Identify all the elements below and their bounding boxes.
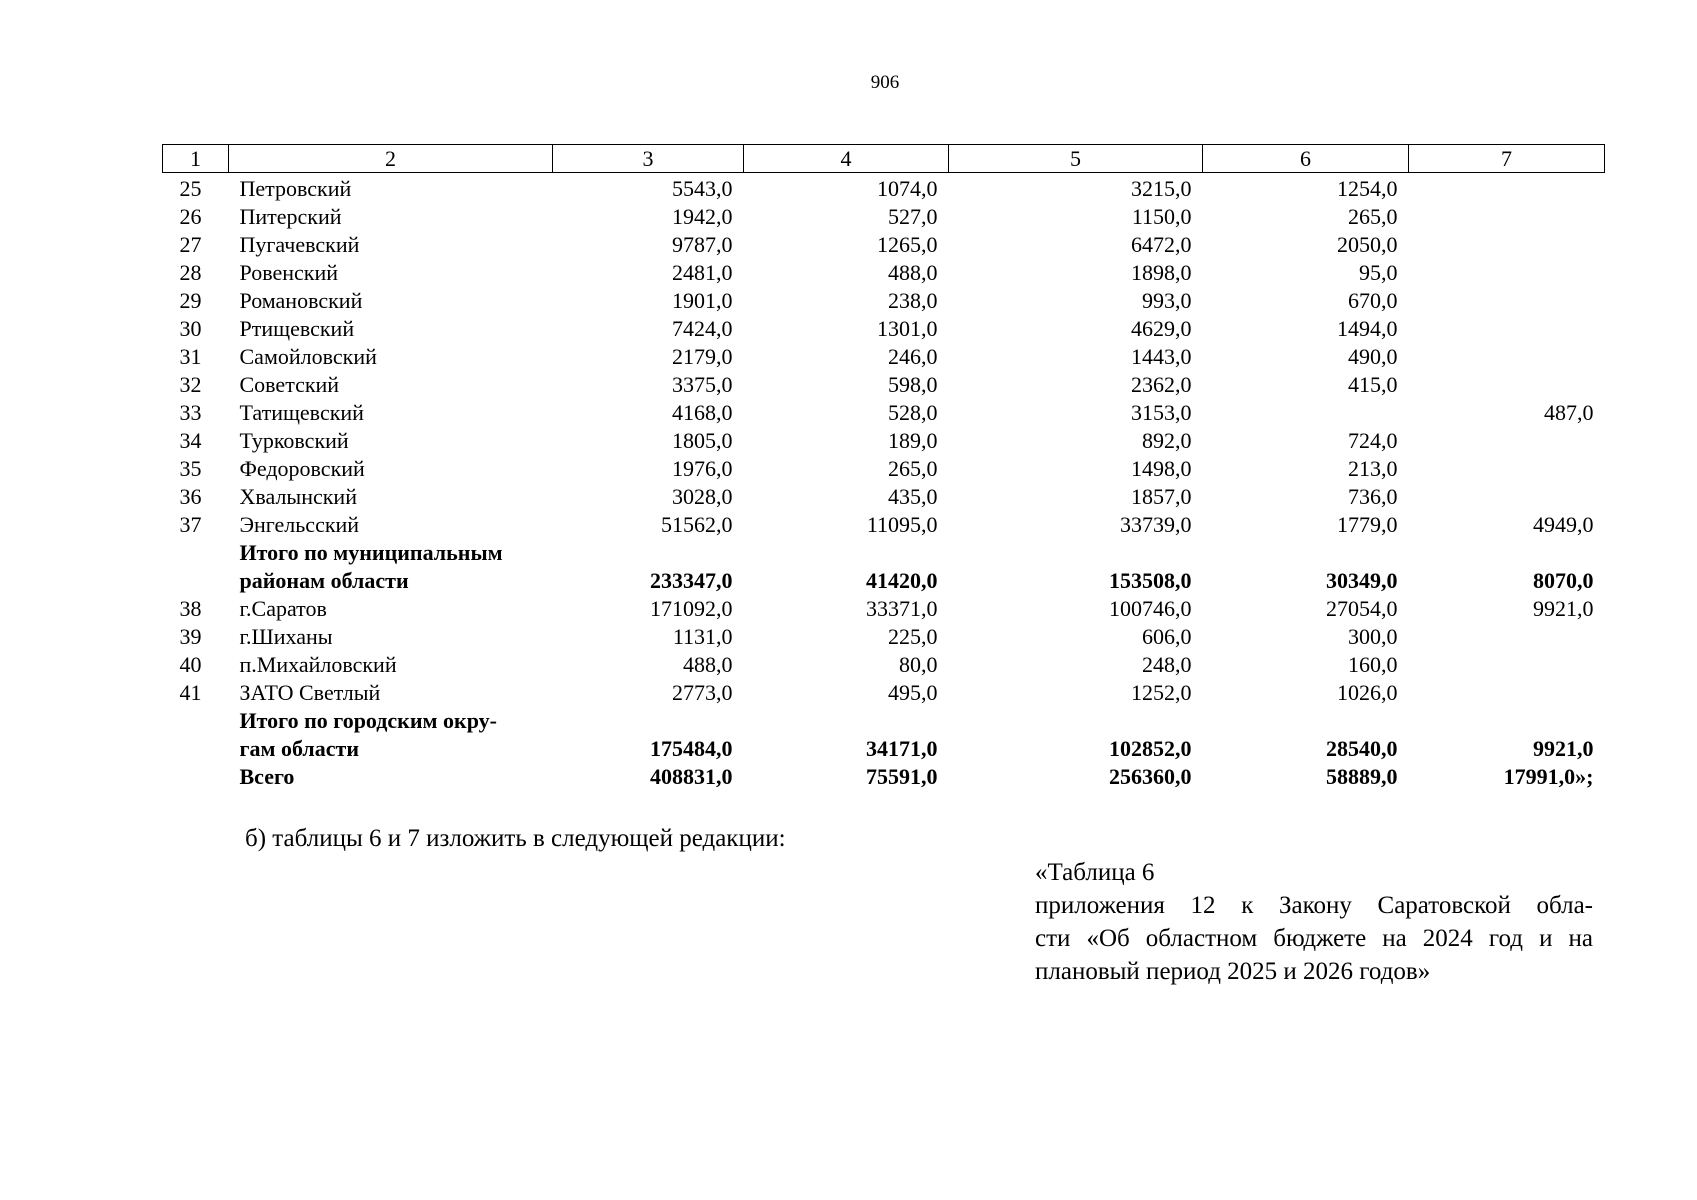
value-col-7: 9921,0 xyxy=(1533,736,1594,761)
column-header-4: 4 xyxy=(744,145,949,173)
district-name: Советский xyxy=(239,372,340,397)
value-col-5: 3215,0 xyxy=(1131,176,1192,201)
value-col-6: 213,0 xyxy=(1348,456,1398,481)
table-row xyxy=(163,455,1605,483)
table-body xyxy=(163,173,1605,792)
value-col-4: 238,0 xyxy=(888,288,938,313)
value-col-7 xyxy=(1409,203,1605,231)
value-col-7: 8070,0 xyxy=(1533,568,1594,593)
row-number: 41 xyxy=(179,680,202,705)
value-col-4: 495,0 xyxy=(888,680,938,705)
value-col-3: 488,0 xyxy=(683,652,733,677)
value-col-6: 490,0 xyxy=(1348,344,1398,369)
district-name: ЗАТО Светлый xyxy=(239,680,381,705)
value-col-3: 233347,0 xyxy=(650,568,733,593)
value-col-5: 248,0 xyxy=(1142,652,1192,677)
table-row xyxy=(163,511,1605,539)
value-col-3 xyxy=(553,707,744,735)
value-col-5: 33739,0 xyxy=(1120,512,1192,537)
total-label: Всего xyxy=(239,764,295,789)
district-name: Энгельсский xyxy=(239,512,360,537)
value-col-7: 487,0 xyxy=(1544,400,1594,425)
value-col-3: 1805,0 xyxy=(672,428,733,453)
row-number xyxy=(163,707,229,735)
value-col-7 xyxy=(1409,315,1605,343)
value-col-4: 265,0 xyxy=(888,456,938,481)
subtotal-label: Итого по городским окру- xyxy=(239,708,497,733)
value-col-5: 1857,0 xyxy=(1131,484,1192,509)
row-number: 28 xyxy=(179,260,202,285)
district-name: Ровенский xyxy=(239,260,338,285)
table-row xyxy=(163,399,1605,427)
value-col-7 xyxy=(1409,371,1605,399)
district-name: Ртищевский xyxy=(239,316,355,341)
value-col-6: 415,0 xyxy=(1348,372,1398,397)
value-col-4 xyxy=(744,707,949,735)
subtotal-label: гам области xyxy=(239,736,360,761)
column-header-1: 1 xyxy=(163,145,229,173)
value-col-5: 1898,0 xyxy=(1131,260,1192,285)
row-number: 30 xyxy=(179,316,202,341)
value-col-4: 598,0 xyxy=(888,372,938,397)
row-number: 31 xyxy=(179,344,202,369)
value-col-4: 33371,0 xyxy=(866,596,938,621)
value-col-5: 1498,0 xyxy=(1131,456,1192,481)
table-header xyxy=(163,145,1605,173)
value-col-5: 3153,0 xyxy=(1131,400,1192,425)
district-name: Пугачевский xyxy=(239,232,360,257)
value-col-5: 4629,0 xyxy=(1131,316,1192,341)
value-col-3: 2773,0 xyxy=(672,680,733,705)
column-header-7: 7 xyxy=(1409,145,1605,173)
value-col-3: 5543,0 xyxy=(672,176,733,201)
value-col-5: 892,0 xyxy=(1142,428,1192,453)
value-col-3: 4168,0 xyxy=(672,400,733,425)
subtotal-label: районам области xyxy=(239,568,409,593)
value-col-3: 1901,0 xyxy=(672,288,733,313)
table-row xyxy=(163,315,1605,343)
table-caption xyxy=(1035,856,1593,988)
value-col-6: 95,0 xyxy=(1359,260,1398,285)
district-name: г.Шиханы xyxy=(239,624,333,649)
row-number: 29 xyxy=(179,288,202,313)
value-col-3: 1976,0 xyxy=(672,456,733,481)
value-col-4: 11095,0 xyxy=(866,512,938,537)
value-col-3: 1131,0 xyxy=(672,624,733,649)
district-name: Федоровский xyxy=(239,456,365,481)
value-col-7 xyxy=(1409,707,1605,735)
subtotal-label-row xyxy=(163,539,1605,567)
value-col-6: 265,0 xyxy=(1348,204,1398,229)
value-col-7 xyxy=(1409,343,1605,371)
value-col-3: 2179,0 xyxy=(672,344,733,369)
value-col-3: 408831,0 xyxy=(650,764,733,789)
value-col-5: 102852,0 xyxy=(1109,736,1192,761)
table-row xyxy=(163,371,1605,399)
value-col-7: 9921,0 xyxy=(1533,596,1594,621)
caption-line-2: приложения 12 к Закону Саратовской обла- xyxy=(1035,892,1593,919)
value-col-6: 1494,0 xyxy=(1337,316,1398,341)
header-row xyxy=(163,145,1605,173)
value-col-5: 153508,0 xyxy=(1109,568,1192,593)
value-col-4: 528,0 xyxy=(888,400,938,425)
column-header-6: 6 xyxy=(1203,145,1409,173)
table-row xyxy=(163,679,1605,707)
value-col-5: 6472,0 xyxy=(1131,232,1192,257)
value-col-6 xyxy=(1203,539,1409,567)
value-col-4: 189,0 xyxy=(888,428,938,453)
district-name: Питерский xyxy=(239,204,342,229)
column-header-2: 2 xyxy=(229,145,553,173)
table-row xyxy=(163,595,1605,623)
budget-table-container xyxy=(162,144,1604,791)
value-col-6: 160,0 xyxy=(1348,652,1398,677)
subtotal-municipal-row xyxy=(163,567,1605,595)
row-number: 33 xyxy=(179,400,202,425)
value-col-6: 30349,0 xyxy=(1326,568,1398,593)
row-number xyxy=(163,567,229,595)
value-col-7 xyxy=(1409,287,1605,315)
value-col-6: 1026,0 xyxy=(1337,680,1398,705)
row-number: 26 xyxy=(179,204,202,229)
row-number: 32 xyxy=(179,372,202,397)
district-name: г.Саратов xyxy=(239,596,327,621)
value-col-6: 670,0 xyxy=(1348,288,1398,313)
table-row xyxy=(163,651,1605,679)
value-col-7 xyxy=(1409,173,1605,204)
table-row xyxy=(163,483,1605,511)
district-name: п.Михайловский xyxy=(239,652,397,677)
row-number xyxy=(163,735,229,763)
value-col-6 xyxy=(1203,399,1409,427)
value-col-5: 2362,0 xyxy=(1131,372,1192,397)
row-number: 37 xyxy=(179,512,202,537)
district-name: Самойловский xyxy=(239,344,377,369)
value-col-7 xyxy=(1409,483,1605,511)
value-col-5: 993,0 xyxy=(1142,288,1192,313)
value-col-6: 1779,0 xyxy=(1337,512,1398,537)
value-col-5: 1443,0 xyxy=(1131,344,1192,369)
district-name: Романовский xyxy=(239,288,363,313)
value-col-6: 724,0 xyxy=(1348,428,1398,453)
row-number: 35 xyxy=(179,456,202,481)
amendment-paragraph: б) таблицы 6 и 7 изложить в следующей редакции: xyxy=(245,825,786,852)
row-number: 27 xyxy=(179,232,202,257)
row-number: 40 xyxy=(179,652,202,677)
value-col-6: 2050,0 xyxy=(1337,232,1398,257)
value-col-6: 300,0 xyxy=(1348,624,1398,649)
value-col-3 xyxy=(553,539,744,567)
value-col-7 xyxy=(1409,651,1605,679)
value-col-7 xyxy=(1409,679,1605,707)
table-row xyxy=(163,427,1605,455)
district-name: Турковский xyxy=(239,428,349,453)
table-row xyxy=(163,287,1605,315)
row-number xyxy=(163,539,229,567)
value-col-4: 246,0 xyxy=(888,344,938,369)
value-col-4: 41420,0 xyxy=(866,568,938,593)
value-col-5 xyxy=(949,707,1203,735)
caption-line-4: плановый период 2025 и 2026 годов» xyxy=(1035,958,1431,985)
value-col-6: 736,0 xyxy=(1348,484,1398,509)
row-number: 38 xyxy=(179,596,202,621)
value-col-7 xyxy=(1409,231,1605,259)
district-name: Татищевский xyxy=(239,400,364,425)
page-number: 906 xyxy=(870,72,900,93)
value-col-3: 3375,0 xyxy=(672,372,733,397)
value-col-4: 225,0 xyxy=(888,624,938,649)
subtotal-label: Итого по муниципальным xyxy=(239,540,503,565)
value-col-3: 1942,0 xyxy=(672,204,733,229)
value-col-3: 7424,0 xyxy=(672,316,733,341)
value-col-7: 17991,0»; xyxy=(1503,764,1594,789)
value-col-4: 1265,0 xyxy=(877,232,938,257)
table-row xyxy=(163,203,1605,231)
value-col-4: 80,0 xyxy=(899,652,938,677)
value-col-7 xyxy=(1409,623,1605,651)
district-name: Петровский xyxy=(239,176,352,201)
value-col-3: 9787,0 xyxy=(672,232,733,257)
value-col-4: 527,0 xyxy=(888,204,938,229)
total-row xyxy=(163,763,1605,791)
table-row xyxy=(163,173,1605,204)
value-col-4: 1301,0 xyxy=(877,316,938,341)
table-row xyxy=(163,343,1605,371)
value-col-7 xyxy=(1409,427,1605,455)
value-col-4: 1074,0 xyxy=(877,176,938,201)
row-number: 36 xyxy=(179,484,202,509)
value-col-6 xyxy=(1203,707,1409,735)
budget-table xyxy=(162,144,1605,791)
caption-line-3: сти «Об областном бюджете на 2024 год и на xyxy=(1035,925,1593,952)
subtotal-label-row xyxy=(163,707,1605,735)
column-header-5: 5 xyxy=(949,145,1203,173)
row-number: 34 xyxy=(179,428,202,453)
value-col-5: 1150,0 xyxy=(1131,204,1192,229)
value-col-7: 4949,0 xyxy=(1533,512,1594,537)
value-col-5: 100746,0 xyxy=(1109,596,1192,621)
value-col-6: 28540,0 xyxy=(1326,736,1398,761)
value-col-5 xyxy=(949,539,1203,567)
value-col-4: 488,0 xyxy=(888,260,938,285)
value-col-6: 1254,0 xyxy=(1337,176,1398,201)
row-number xyxy=(163,763,229,791)
value-col-4: 435,0 xyxy=(888,484,938,509)
value-col-4: 75591,0 xyxy=(866,764,938,789)
value-col-3: 3028,0 xyxy=(672,484,733,509)
value-col-5: 256360,0 xyxy=(1109,764,1192,789)
table-row xyxy=(163,259,1605,287)
column-header-3: 3 xyxy=(553,145,744,173)
value-col-4 xyxy=(744,539,949,567)
value-col-3: 2481,0 xyxy=(672,260,733,285)
value-col-3: 171092,0 xyxy=(650,596,733,621)
value-col-7 xyxy=(1409,539,1605,567)
value-col-7 xyxy=(1409,259,1605,287)
district-name: Хвалынский xyxy=(239,484,357,509)
value-col-5: 1252,0 xyxy=(1131,680,1192,705)
table-row xyxy=(163,231,1605,259)
row-number: 25 xyxy=(179,176,202,201)
subtotal-city-row xyxy=(163,735,1605,763)
value-col-4: 34171,0 xyxy=(866,736,938,761)
value-col-5: 606,0 xyxy=(1142,624,1192,649)
row-number: 39 xyxy=(179,624,202,649)
value-col-7 xyxy=(1409,455,1605,483)
caption-line-1: «Таблица 6 xyxy=(1035,859,1155,886)
table-row xyxy=(163,623,1605,651)
value-col-6: 58889,0 xyxy=(1326,764,1398,789)
value-col-6: 27054,0 xyxy=(1326,596,1398,621)
value-col-3: 175484,0 xyxy=(650,736,733,761)
value-col-3: 51562,0 xyxy=(661,512,733,537)
